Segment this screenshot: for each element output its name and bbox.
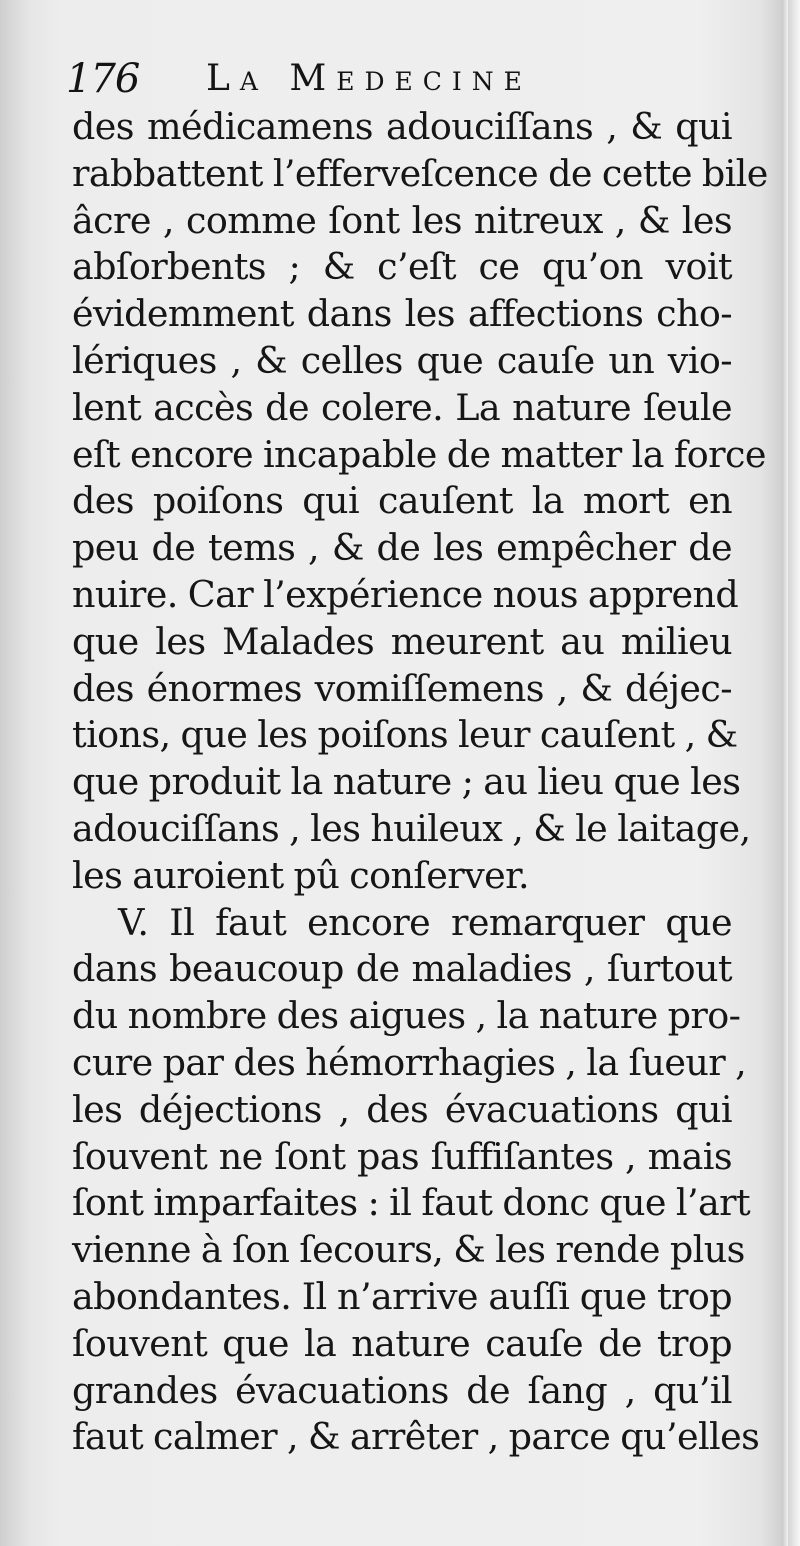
text-line: abondantes. Il n’arrive auſſi que trop (72, 1274, 732, 1318)
text-line: ſouvent ne ſont pas ſuffiſantes , mais (72, 1134, 732, 1178)
text-line: ſouvent que la nature cauſe de trop (72, 1321, 732, 1365)
text-line: ſont imparfaites : il faut donc que l’art (72, 1181, 751, 1225)
paragraph-start-line: V. Il faut encore remarquer que (118, 900, 732, 944)
text-line: tions, que les poiſons leur cauſent , & (72, 713, 738, 757)
text-line: eſt encore incapable de matter la force (72, 432, 766, 476)
text-line: que les Malades meurent au milieu (72, 619, 732, 663)
text-line: abſorbents ; & c’eſt ce qu’on voit (72, 245, 732, 289)
text-line: dans beaucoup de maladies , ſurtout (72, 947, 732, 991)
text-line: des énormes vomiſſemens , & déjec- (72, 666, 732, 710)
text-line: que produit la nature ; au lieu que les (72, 760, 741, 804)
text-line: lent accès de colere. La nature ſeule (72, 385, 732, 429)
text-line: peu de tems , & de les empêcher de (72, 526, 732, 570)
paragraph-end-line: les auroient pû conſerver. (72, 853, 529, 897)
text-line: des médicamens adouciſſans , & qui (72, 105, 732, 148)
text-line: nuire. Car l’expérience nous apprend (72, 572, 739, 616)
text-line: grandes évacuations de ſang , qu’il (72, 1368, 732, 1412)
text-line: du nombre des aigues , la nature pro- (72, 994, 741, 1038)
text-line: des poiſons qui cauſent la mort en (72, 479, 732, 523)
running-title: La Medecine (206, 58, 532, 99)
running-header (66, 52, 726, 112)
text-line: lériques , & celles que cauſe un vio- (72, 338, 732, 382)
text-line: les déjections , des évacuations qui (72, 1087, 732, 1131)
text-line: adouciſſans , les huileux , & le laitage, (72, 806, 751, 850)
text-line: âcre , comme ſont les nitreux , & les (72, 198, 732, 242)
text-line: faut calmer , & arrêter , parce qu’elles (72, 1415, 760, 1459)
text-line: évidemment dans les affections cho- (72, 292, 732, 336)
text-line: vienne à ſon ſecours, & les rende plus (72, 1228, 745, 1272)
page-number: 176 (66, 56, 140, 102)
text-line: cure par des hémorrhagies , la ſueur , (72, 1040, 747, 1084)
body-text (72, 104, 768, 1461)
text-line: rabbattent l’efferveſcence de cette bile (72, 151, 768, 195)
page-edge-shadow (782, 0, 788, 1546)
